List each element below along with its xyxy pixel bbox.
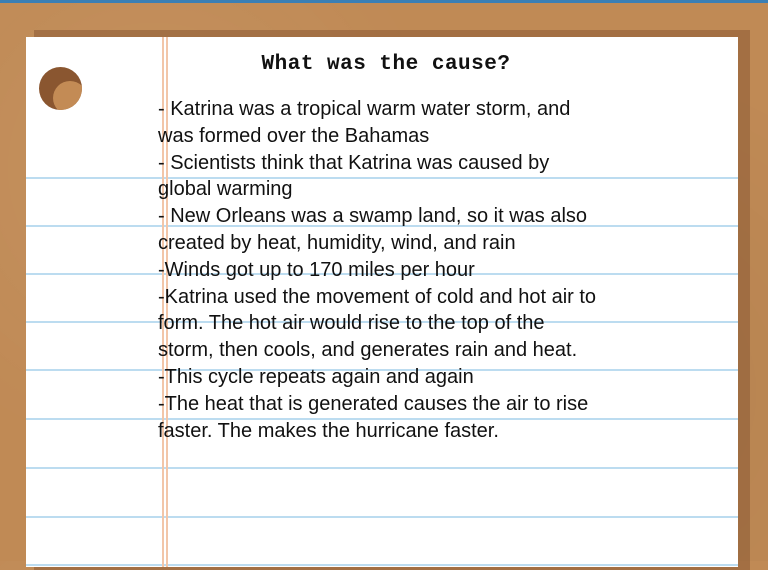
- note-line: faster. The makes the hurricane faster.: [158, 419, 499, 442]
- note-line: - Scientists think that Katrina was caused by: [158, 151, 550, 174]
- note-line: -Katrina used the movement of cold and hot air to: [158, 285, 597, 308]
- note-line: was formed over the Bahamas: [158, 124, 430, 147]
- note-line: -The heat that is generated causes the air to rise: [158, 392, 589, 415]
- top-edge-strip: [0, 0, 768, 3]
- note-line: -Winds got up to 170 miles per hour: [158, 258, 475, 281]
- ruled-line: [26, 467, 738, 469]
- punch-hole-highlight: [53, 81, 82, 110]
- ruled-line: [26, 516, 738, 518]
- page-title: What was the cause?: [261, 53, 511, 76]
- note-line: - New Orleans was a swamp land, so it was also: [158, 205, 588, 228]
- note-line: global warming: [158, 178, 293, 201]
- note-line: - Katrina was a tropical warm water storm, and: [158, 98, 571, 120]
- note-line: form. The hot air would rise to the top of the: [158, 312, 545, 335]
- punch-hole: [39, 67, 82, 110]
- notes-list: [158, 96, 678, 444]
- note-line: -This cycle repeats again and again: [158, 365, 474, 388]
- ruled-line: [26, 564, 738, 566]
- note-line: storm, then cools, and generates rain and heat.: [158, 339, 578, 362]
- note-line: created by heat, humidity, wind, and rain: [158, 231, 516, 254]
